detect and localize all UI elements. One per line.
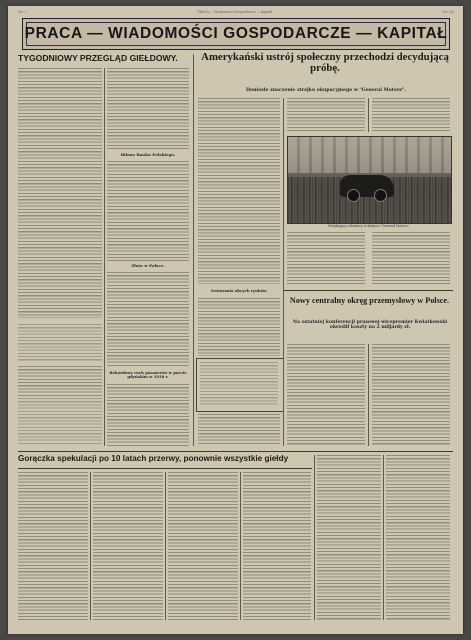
new-district-subheadline: Na ostatniej konferencji prasowej wicepremier Kwiatkowski określił koszty na 2 miljardy zł.	[292, 320, 448, 331]
american-system-subheadline: Doniosłe znaczenie strejku okupacyjnego w "General Motors".	[246, 88, 406, 93]
record-headline: Rekordowy ruch pasażerów w porcie gdyńskim w 1936 r.	[109, 370, 187, 380]
divider-middle-right	[283, 290, 453, 291]
american-system-headline: Amerykański ustrój społeczny przechodzi decydującą próbę.	[201, 51, 449, 75]
column-rule-5	[368, 344, 369, 446]
weekly-review-table	[18, 324, 102, 362]
page-number-left: Str. 2	[18, 10, 27, 14]
weekly-review-body-2	[18, 366, 102, 396]
page-topline	[18, 10, 453, 14]
bank-balance-headline: Bilans Banku Polskiego.	[120, 152, 176, 157]
american-system-body-2	[287, 98, 365, 132]
bottom-right-body-1	[317, 455, 381, 620]
new-district-headline: Nowy centralny okręg przemysłowy w Polsce.	[289, 296, 450, 305]
page-running-title: PRACA — Wiadomości Gospodarcze — Kapitał	[197, 10, 273, 14]
market-quotes-body	[198, 298, 280, 356]
divider-bottom-top	[18, 451, 453, 452]
speculation-body-1	[18, 472, 88, 620]
market-quotes-body-2	[198, 414, 280, 446]
american-system-body-3	[372, 98, 450, 132]
column-rule-b3	[240, 472, 241, 620]
column-rule-b4	[314, 455, 315, 620]
speculation-body-4	[243, 472, 311, 620]
bank-balance-body	[107, 161, 189, 261]
photo-building	[288, 137, 451, 173]
weekly-review-table-2	[18, 398, 102, 446]
newspaper-page	[8, 6, 463, 634]
issue-number: Nr. 34	[442, 10, 453, 14]
weekly-review-body	[18, 68, 102, 318]
new-district-body-1	[287, 344, 365, 446]
masthead-title: PRACA — WIADOMOŚCI GOSPODARCZE — KAPITAŁ	[24, 25, 448, 42]
column-rule-3	[283, 98, 284, 446]
market-quotes-box-text	[200, 362, 278, 406]
record-body	[107, 384, 189, 446]
weekly-review-headline: TYGODNIOWY PRZEGLĄD GIEŁDOWY.	[18, 53, 178, 63]
photo-caption: Strejkujący robotnicy w fabryce "General Motors"	[328, 224, 409, 228]
column-rule-1	[104, 68, 105, 446]
column-rule-b2	[165, 472, 166, 620]
speculation-body-3	[168, 472, 238, 620]
masthead	[22, 18, 450, 50]
bottom-right-body-2	[386, 455, 450, 620]
divider-bottom-under-headline	[18, 468, 312, 469]
american-system-body-4	[287, 232, 365, 284]
column-rule-b5	[383, 455, 384, 620]
speculation-body-2	[93, 472, 163, 620]
column-rule-b1	[90, 472, 91, 620]
american-system-body-1	[198, 98, 280, 284]
speculation-headline: Gorączka spekulacji po 10 latach przerwy, ponownie wszystkie giełdy	[18, 454, 289, 463]
column-two-body	[107, 68, 189, 150]
new-district-body-2	[372, 344, 450, 446]
gold-poland-body	[107, 272, 189, 368]
photo-car	[340, 175, 394, 197]
american-system-body-5	[372, 232, 450, 284]
strike-photo	[287, 136, 452, 224]
market-quotes-headline: Notowania obcych rynków.	[210, 288, 268, 293]
column-rule-4	[368, 98, 369, 132]
column-rule-2	[193, 54, 194, 446]
gold-poland-headline: Złoto w Polsce.	[131, 263, 165, 268]
